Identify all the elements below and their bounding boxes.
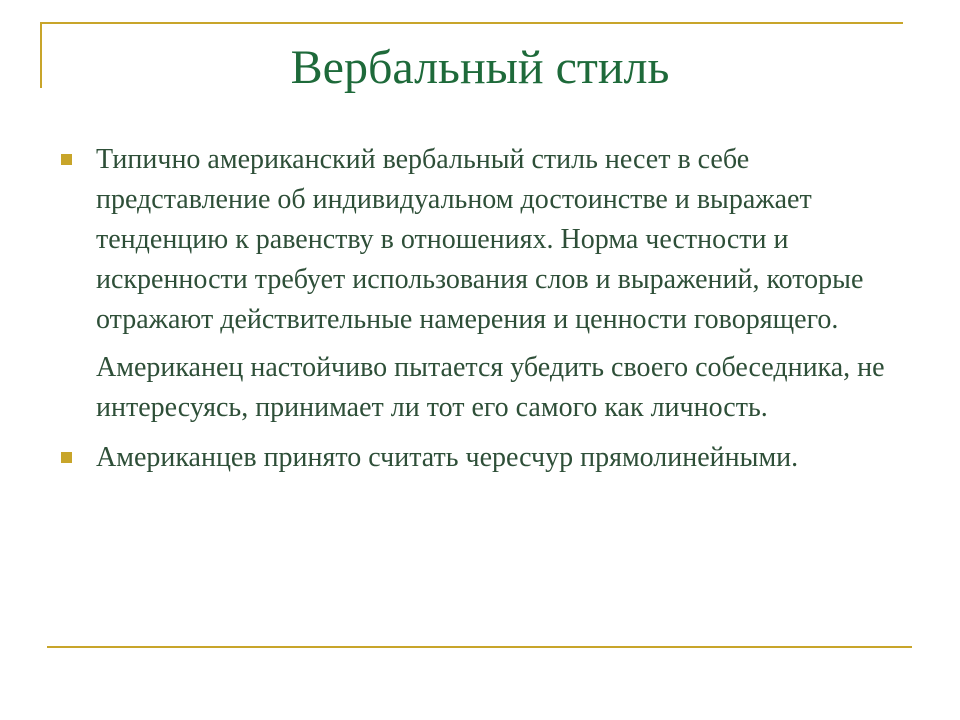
square-bullet-icon: [61, 154, 72, 165]
bullet-item-1: [58, 140, 908, 428]
bullet-paragraph: Американцев принято считать чересчур прямолинейными.: [96, 442, 799, 473]
bullet-paragraph: Американец настойчиво пытается убедить своего собеседника, не интересуясь, принимает ли тот его самого как личность.: [96, 352, 885, 423]
bottom-decorative-rule: [47, 646, 912, 648]
bullet-list: [58, 140, 908, 488]
bullet-item-2: [58, 438, 908, 478]
top-decorative-rule: [40, 22, 903, 24]
bullet-paragraph: Типично американский вербальный стиль несет в себе представление об индивидуальном достоинстве и выражает тенденцию к равенству в отношениях. Норма честности и искренности требует использования слов и выражений, которые отражают действительные намерения и ценности говорящего.: [96, 144, 864, 335]
slide-title: Вербальный стиль: [290, 41, 670, 94]
square-bullet-icon: [61, 452, 72, 463]
